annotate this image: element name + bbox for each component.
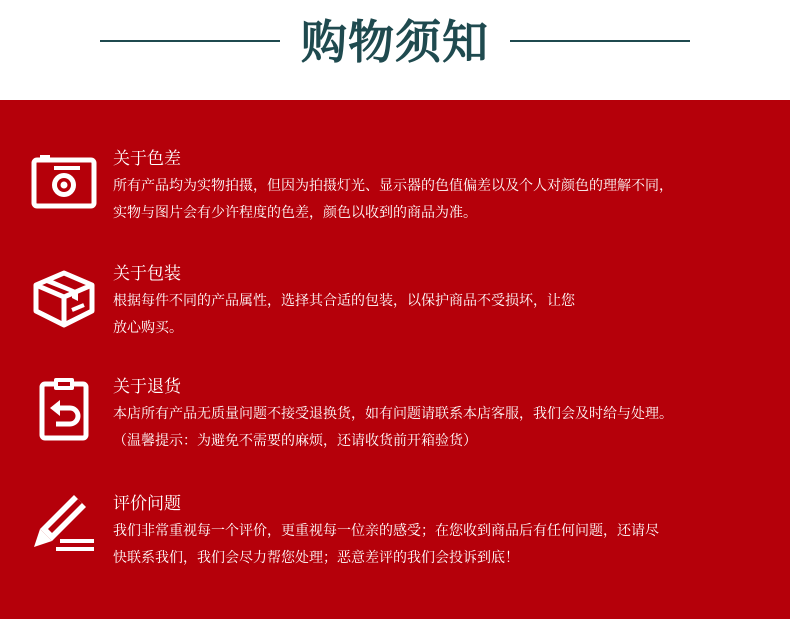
notice-text-line: 本店所有产品无质量问题不接受退换货，如有问题请联系本店客服，我们会及时给与处理。 xyxy=(113,406,673,422)
notice-text-line: 根据每件不同的产品属性，选择其合适的包装，以保护商品不受损坏，让您 xyxy=(113,293,575,309)
notice-text-line: 放心购买。 xyxy=(113,320,183,336)
header-divider-left xyxy=(100,40,280,42)
notice-text-line: 我们非常重视每一个评价，更重视每一位亲的感受；在您收到商品后有任何问题，还请尽 xyxy=(113,523,659,539)
notice-panel xyxy=(0,100,790,619)
header xyxy=(0,0,790,100)
notice-text-line: 实物与图片会有少许程度的色差，颜色以收到的商品为准。 xyxy=(113,205,477,221)
page-title: 购物须知 xyxy=(301,15,489,69)
return-clipboard-icon xyxy=(30,374,98,442)
camera-icon xyxy=(30,150,98,218)
notice-text-line: （温馨提示：为避免不需要的麻烦，还请收货前开箱验货） xyxy=(113,433,477,449)
header-divider-right xyxy=(510,40,690,42)
notice-title: 关于退货 xyxy=(113,377,181,397)
notice-text-line: 所有产品均为实物拍摄，但因为拍摄灯光、显示器的色值偏差以及个人对颜色的理解不同， xyxy=(113,178,673,194)
pencil-write-icon xyxy=(30,489,98,557)
notice-title: 评价问题 xyxy=(113,494,181,514)
notice-title: 关于色差 xyxy=(113,149,181,169)
notice-text-line: 快联系我们，我们会尽力帮您处理；恶意差评的我们会投诉到底！ xyxy=(113,550,519,566)
notice-title: 关于包装 xyxy=(113,264,181,284)
package-box-icon xyxy=(30,263,98,331)
